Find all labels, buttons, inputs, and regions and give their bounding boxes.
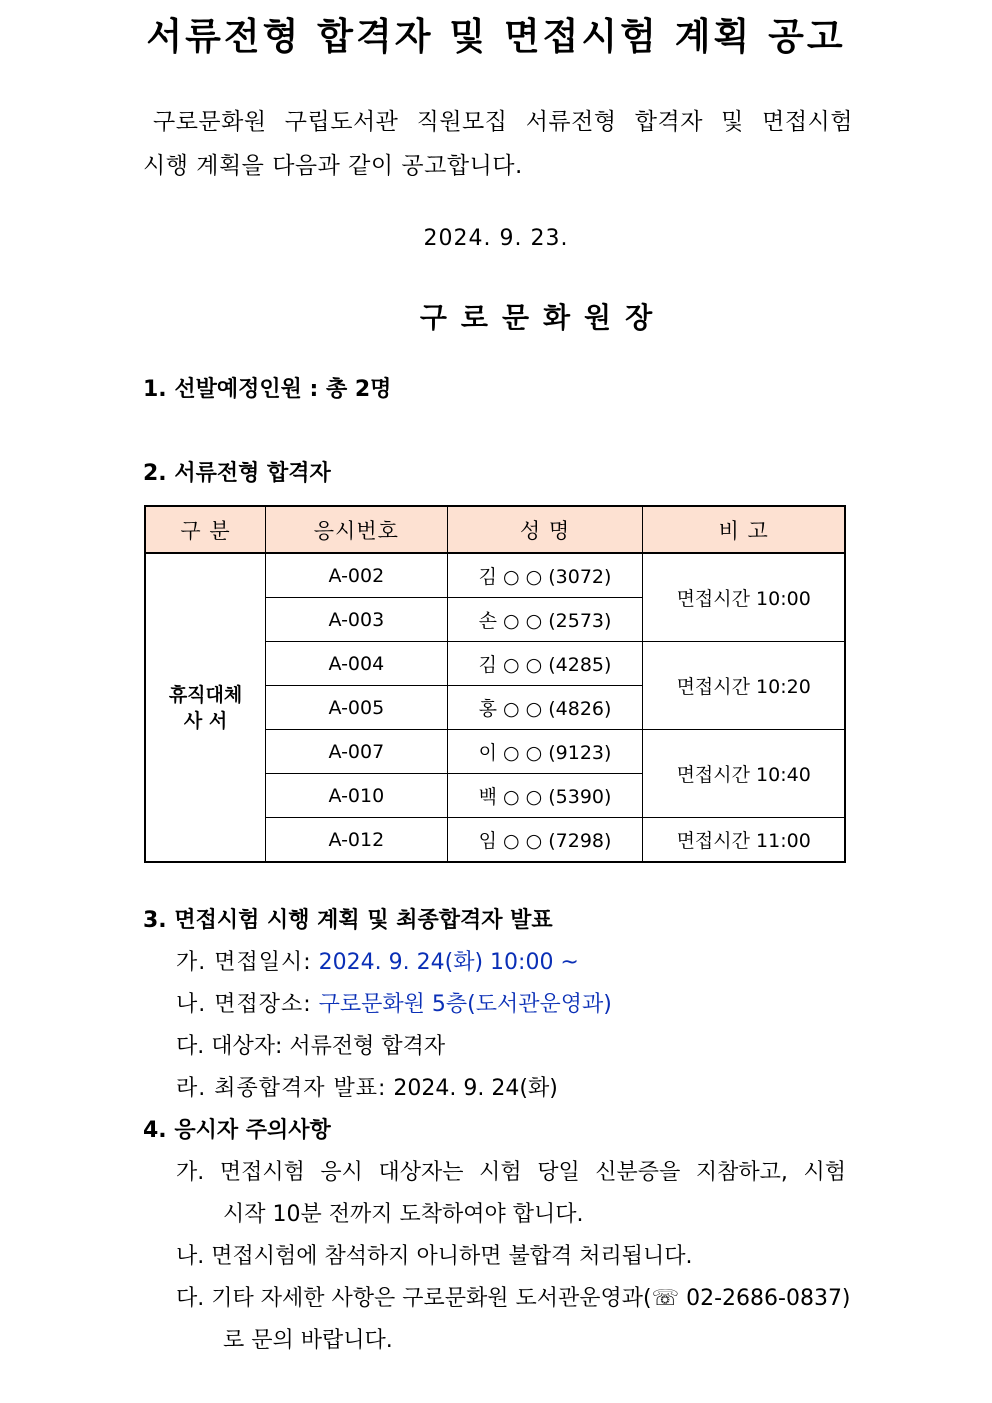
header-applicant-number: 응시번호 <box>266 506 448 553</box>
header-remarks: 비 고 <box>643 506 845 553</box>
announcement-date: 2024. 9. 23. <box>423 226 569 251</box>
category-line-1: 휴직대체 <box>168 683 243 706</box>
category-line-2: 사 서 <box>183 709 228 732</box>
final-announcement-item <box>176 1071 558 1102</box>
applicant-name: 손 ○ ○ (2573) <box>447 598 643 642</box>
interview-place-label: 나. 면접장소: <box>176 992 312 1017</box>
page-title: 서류전형 합격자 및 면접시험 계획 공고 <box>146 15 846 58</box>
notice-c-line-1: 다. 기타 자세한 사항은 구로문화원 도서관운영과(☏ 02-2686-0837) <box>176 1286 851 1311</box>
notice-a-line-2: 시작 10분 전까지 도착하여야 합니다. <box>223 1202 584 1227</box>
interview-time: 면접시간 11:00 <box>643 818 845 863</box>
header-name: 성 명 <box>447 506 643 553</box>
applicant-name: 이 ○ ○ (9123) <box>447 730 643 774</box>
intro-paragraph <box>143 100 853 188</box>
applicant-name: 백 ○ ○ (5390) <box>447 774 643 818</box>
final-announcement-label: 라. 최종합격자 발표: <box>176 1076 387 1101</box>
section-3-heading: 3. 면접시험 시행 계획 및 최종합격자 발표 <box>143 908 553 933</box>
section-2-heading: 2. 서류전형 합격자 <box>143 461 331 486</box>
interview-date-label: 가. 면접일시: <box>176 950 312 975</box>
applicant-id: A-010 <box>266 774 448 818</box>
target-item: 다. 대상자: 서류전형 합격자 <box>176 1034 446 1059</box>
applicant-id: A-012 <box>266 818 448 863</box>
interview-time: 면접시간 10:20 <box>643 642 845 730</box>
notice-b: 나. 면접시험에 참석하지 아니하면 불합격 처리됩니다. <box>176 1244 693 1269</box>
applicant-name: 김 ○ ○ (4285) <box>447 642 643 686</box>
passer-table <box>144 505 846 863</box>
applicant-name: 임 ○ ○ (7298) <box>447 818 643 863</box>
final-announcement-value: 2024. 9. 24(화) <box>393 1076 558 1101</box>
section-4-heading: 4. 응시자 주의사항 <box>143 1118 331 1143</box>
interview-date-value: 2024. 9. 24(화) 10:00 ~ <box>318 950 579 975</box>
applicant-id: A-003 <box>266 598 448 642</box>
category-cell <box>145 553 266 862</box>
interview-time: 면접시간 10:00 <box>643 553 845 642</box>
table-header-row <box>145 506 845 553</box>
notice-c-line-2: 로 문의 바랍니다. <box>223 1328 393 1353</box>
table-row <box>145 553 845 598</box>
interview-date-item <box>176 945 579 976</box>
applicant-id: A-004 <box>266 642 448 686</box>
notice-a-line-1: 가. 면접시험 응시 대상자는 시험 당일 신분증을 지참하고, 시험 <box>176 1160 846 1185</box>
organization-head: 구로문화원장 <box>419 301 667 334</box>
interview-place-item <box>176 987 612 1018</box>
header-category: 구 분 <box>145 506 266 553</box>
applicant-name: 김 ○ ○ (3072) <box>447 553 643 598</box>
applicant-id: A-002 <box>266 553 448 598</box>
intro-line-2: 시행 계획을 다음과 같이 공고합니다. <box>143 153 523 179</box>
applicant-name: 홍 ○ ○ (4826) <box>447 686 643 730</box>
intro-line-1: 구로문화원 구립도서관 직원모집 서류전형 합격자 및 면접시험 <box>153 109 853 135</box>
interview-place-value: 구로문화원 5층(도서관운영과) <box>318 992 612 1017</box>
section-1-heading: 1. 선발예정인원 : 총 2명 <box>143 377 392 402</box>
applicant-id: A-007 <box>266 730 448 774</box>
applicant-id: A-005 <box>266 686 448 730</box>
interview-time: 면접시간 10:40 <box>643 730 845 818</box>
